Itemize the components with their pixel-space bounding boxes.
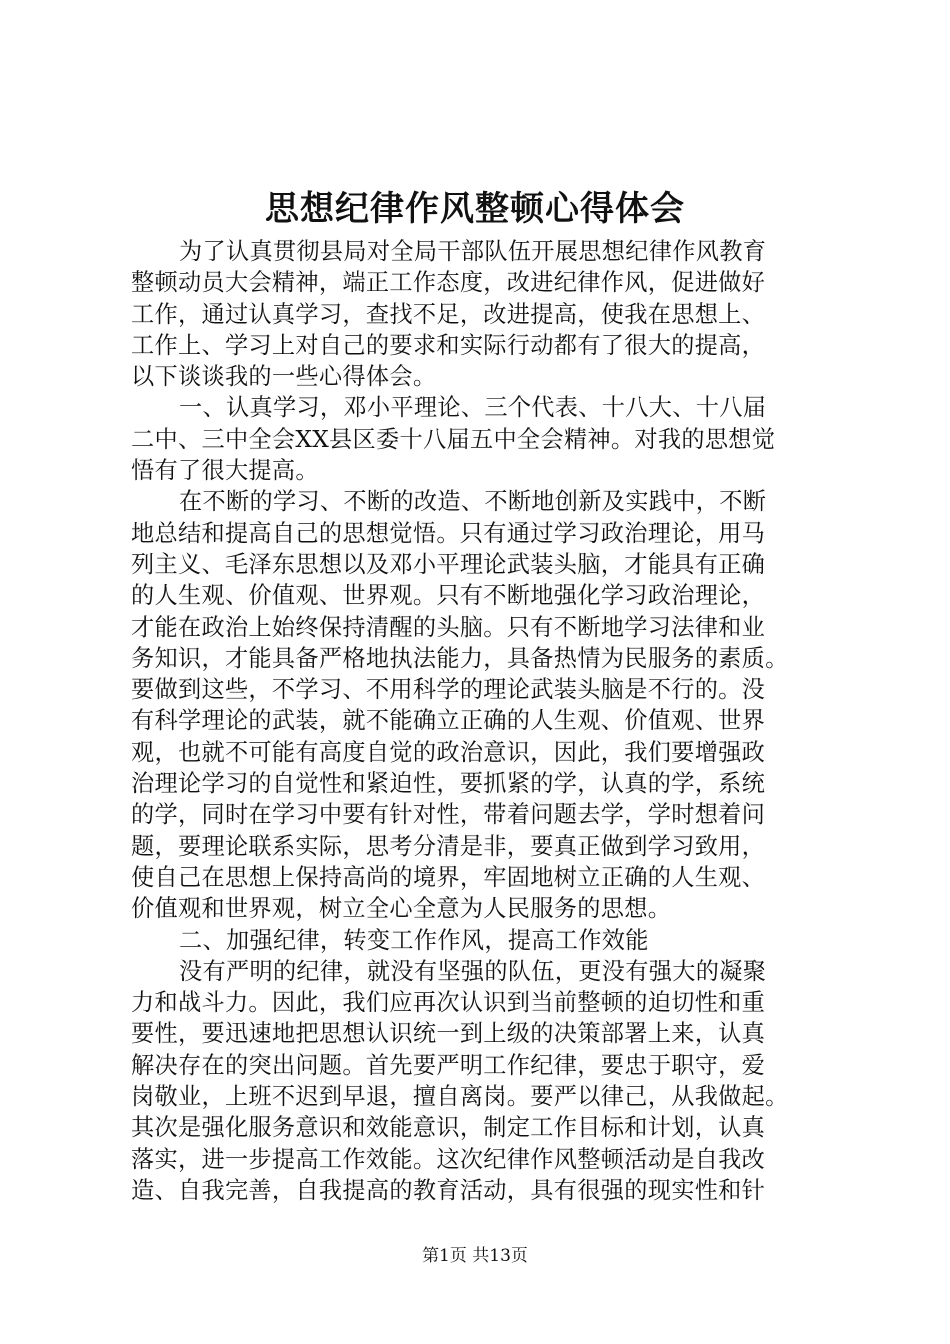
text-line: 务知识，才能具备严格地执法能力，具备热情为民服务的素质。 — [131, 644, 789, 672]
document-title: 思想纪律作风整顿心得体会 — [265, 189, 685, 229]
text-line: 地总结和提高自己的思想觉悟。只有通过学习政治理论，用马 — [131, 519, 766, 547]
text-line: 观，也就不可能有高度自觉的政治意识，因此，我们要增强政 — [131, 738, 766, 766]
text-line: 为了认真贯彻县局对全局干部队伍开展思想纪律作风教育 — [179, 238, 767, 265]
text-line: 没有严明的纪律，就没有坚强的队伍，更没有强大的凝聚 — [179, 957, 767, 985]
text-line: 岗敬业，上班不迟到早退，擅自离岗。要严以律己，从我做起。 — [131, 1083, 789, 1111]
text-line: 的人生观、价值观、世界观。只有不断地强化学习政治理论， — [131, 582, 766, 610]
text-line: 治理论学习的自觉性和紧迫性，要抓紧的学，认真的学，系统 — [131, 770, 766, 798]
text-line: 价值观和世界观，树立全心全意为人民服务的思想。 — [131, 895, 672, 923]
text-line: 工作上、学习上对自己的要求和实际行动都有了很大的提高， — [131, 331, 766, 359]
section-heading: 二、加强纪律，转变工作作风，提高工作效能 — [179, 926, 649, 954]
text-line: 二中、三中全会XX县区委十八届五中全会精神。对我的思想觉 — [131, 425, 776, 453]
text-line: 落实，进一步提高工作效能。这次纪律作风整顿活动是自我改 — [131, 1145, 766, 1173]
text-line: 要性，要迅速地把思想认识统一到上级的决策部署上来，认真 — [131, 1020, 766, 1048]
text-line: 力和战斗力。因此，我们应再次认识到当前整顿的迫切性和重 — [131, 989, 766, 1017]
document-body — [131, 236, 836, 1206]
text-line: 一、认真学习，邓小平理论、三个代表、十八大、十八届 — [179, 394, 767, 422]
text-line: 解决存在的突出问题。首先要严明工作纪律，要忠于职守，爱 — [131, 1051, 766, 1079]
text-line: 整顿动员大会精神，端正工作态度，改进纪律作风，促进做好 — [131, 269, 766, 297]
text-line: 有科学理论的武装，就不能确立正确的人生观、价值观、世界 — [131, 707, 766, 735]
text-line: 其次是强化服务意识和效能意识，制定工作目标和计划，认真 — [131, 1114, 766, 1142]
text-line: 使自己在思想上保持高尚的境界，牢固地树立正确的人生观、 — [131, 863, 766, 891]
text-line: 的学，同时在学习中要有针对性，带着问题去学，学时想着问 — [131, 801, 766, 829]
text-line: 造、自我完善，自我提高的教育活动，具有很强的现实性和针 — [131, 1176, 766, 1204]
text-line: 要做到这些，不学习、不用科学的理论武装头脑是不行的。没 — [131, 676, 766, 704]
text-line: 列主义、毛泽东思想以及邓小平理论武装头脑，才能具有正确 — [131, 550, 766, 578]
text-line: 题，要理论联系实际，思考分清是非，要真正做到学习致用， — [131, 832, 766, 860]
page-number-footer: 第1页 共13页 — [422, 1246, 528, 1266]
text-line: 以下谈谈我的一些心得体会。 — [131, 363, 437, 391]
text-line: 在不断的学习、不断的改造、不断地创新及实践中，不断 — [179, 488, 767, 516]
text-line: 才能在政治上始终保持清醒的头脑。只有不断地学习法律和业 — [131, 613, 766, 641]
text-line: 工作，通过认真学习，查找不足，改进提高，使我在思想上、 — [131, 300, 766, 328]
text-line: 悟有了很大提高。 — [131, 457, 319, 485]
